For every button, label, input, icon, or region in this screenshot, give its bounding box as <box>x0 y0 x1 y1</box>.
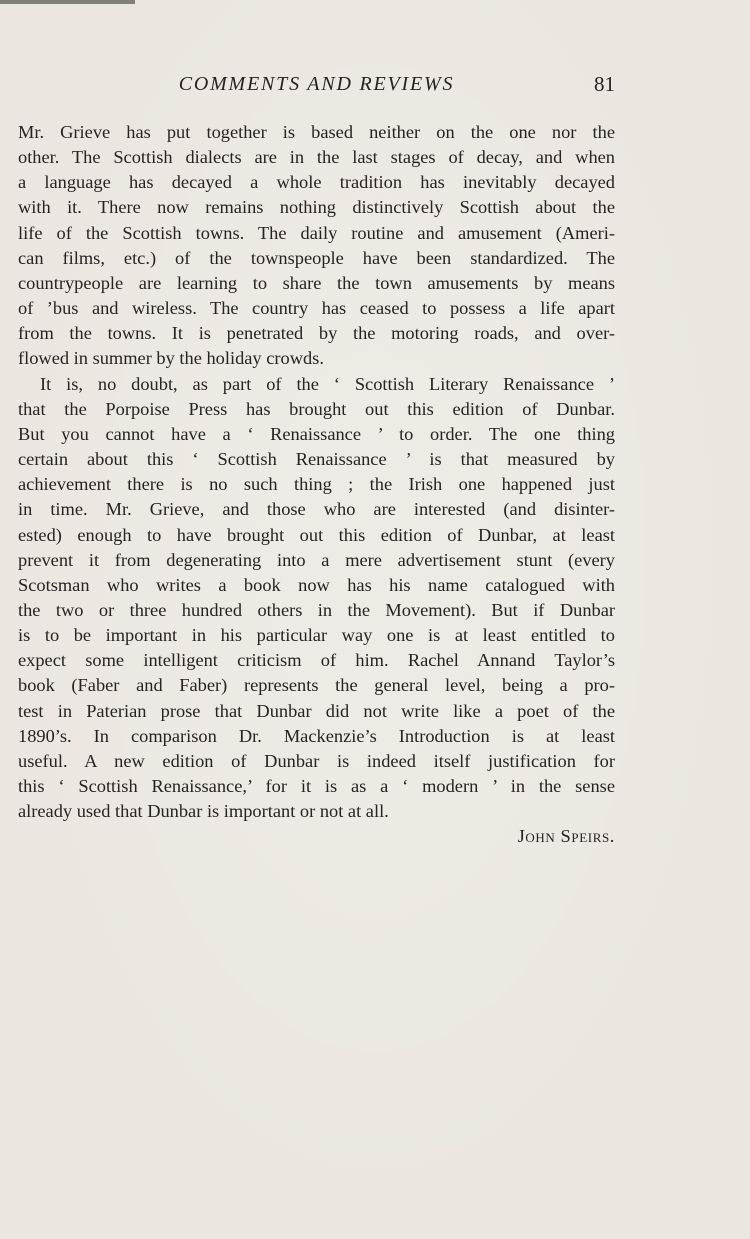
text-line: achievement there is no such thing ; the Irish one happened just <box>18 474 615 495</box>
paragraph-2 <box>18 372 615 825</box>
text-line: flowed in summer by the holiday crowds. <box>18 348 324 369</box>
text-line: other. The Scottish dialects are in the last stages of decay, and when <box>18 147 615 168</box>
text-line: life of the Scottish towns. The daily routine and amusement (Ameri- <box>18 222 615 243</box>
text-line: book (Faber and Faber) represents the general level, being a pro- <box>18 675 615 696</box>
text-line: prevent it from degenerating into a mere advertisement stunt (every <box>18 549 615 570</box>
text-line: countrypeople are learning to share the town amusements by means <box>18 272 615 293</box>
page-number: 81 <box>594 72 615 96</box>
top-rule <box>0 0 135 4</box>
text-line: the two or three hundred others in the Movement). But if Dunbar <box>18 599 615 620</box>
text-line: ested) enough to have brought out this edition of Dunbar, at least <box>18 524 615 545</box>
text-line: of ’bus and wireless. The country has ceased to possess a life apart <box>18 298 615 319</box>
text-line: Mr. Grieve has put together is based neither on the one nor the <box>18 122 615 142</box>
text-line: 1890’s. In comparison Dr. Mackenzie’s Introduction is at least <box>18 725 615 746</box>
text-line: can films, etc.) of the townspeople have been standardized. The <box>18 247 615 268</box>
paragraph-1 <box>18 120 615 372</box>
text-line: with it. There now remains nothing distinctively Scottish about the <box>18 197 615 218</box>
text-line: in time. Mr. Grieve, and those who are interested (and disinter- <box>18 499 615 520</box>
text-line: that the Porpoise Press has brought out this edition of Dunbar. <box>18 398 615 419</box>
text-line: It is, no doubt, as part of the ‘ Scottish Literary Renaissance ’ <box>40 373 615 394</box>
running-header <box>18 70 615 100</box>
text-line: Scotsman who writes a book now has his name catalogued with <box>18 574 615 595</box>
text-line: test in Paterian prose that Dunbar did not write like a poet of the <box>18 700 615 721</box>
text-line: a language has decayed a whole tradition has inevitably decayed <box>18 172 615 193</box>
article-body <box>18 120 615 850</box>
text-line: this ‘ Scottish Renaissance,’ for it is as a ‘ modern ’ in the sense <box>18 776 615 797</box>
text-line: is to be important in his particular way one is at least entitled to <box>18 625 615 646</box>
text-line: from the towns. It is penetrated by the motoring roads, and over- <box>18 323 615 344</box>
text-line: already used that Dunbar is important or not at all. <box>18 801 389 822</box>
running-title: COMMENTS AND REVIEWS <box>178 73 455 95</box>
text-line: expect some intelligent criticism of him. Rachel Annand Taylor’s <box>18 650 615 671</box>
text-line: useful. A new edition of Dunbar is indeed itself justification for <box>18 750 615 771</box>
author-signature: John Speirs. <box>517 826 615 847</box>
text-line: certain about this ‘ Scottish Renaissance ’ is that measured by <box>18 449 615 470</box>
text-line: But you cannot have a ‘ Renaissance ’ to order. The one thing <box>18 423 615 444</box>
